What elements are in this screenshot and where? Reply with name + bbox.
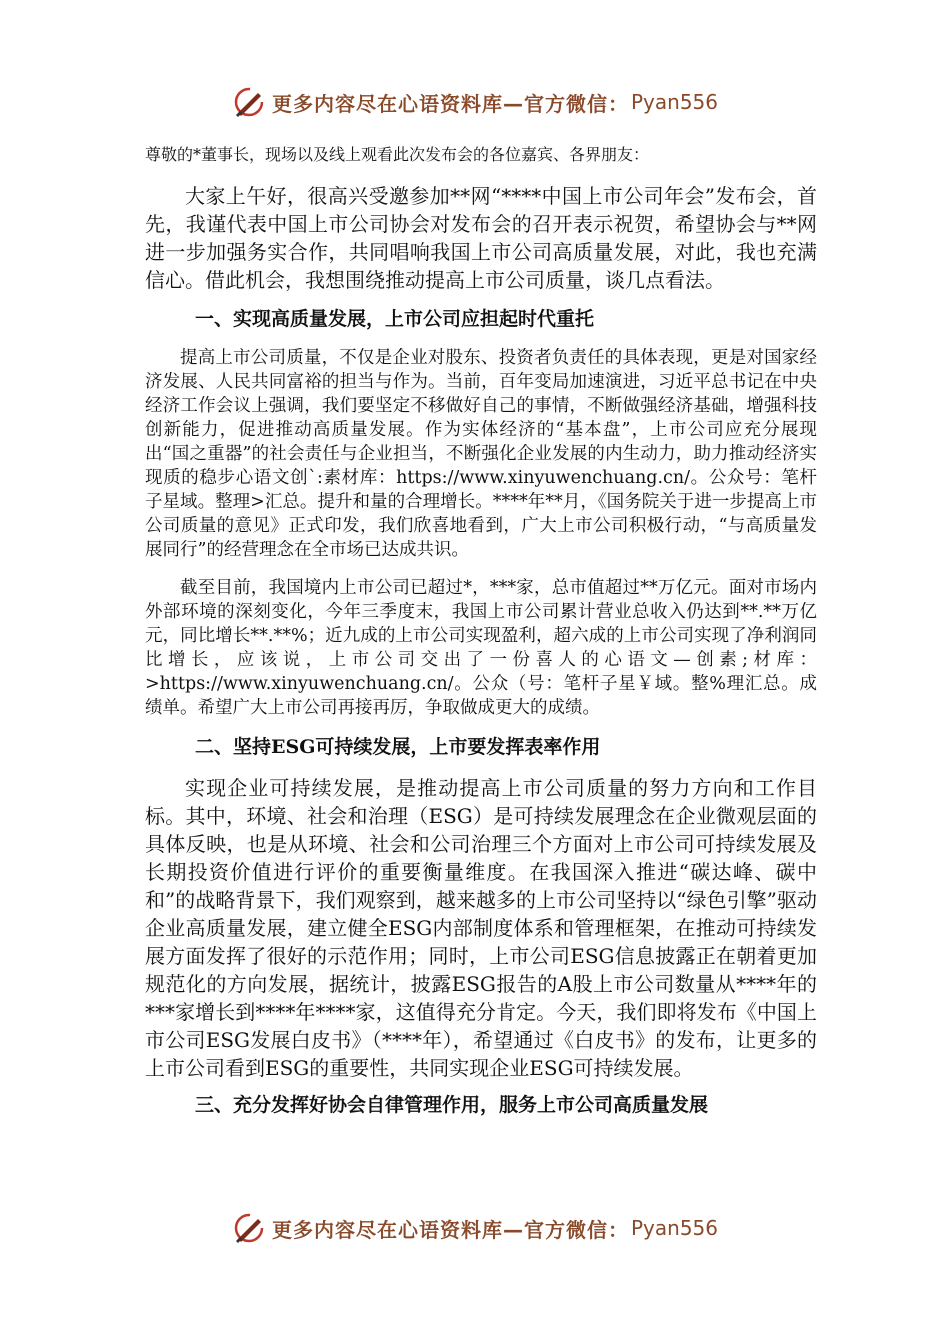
section2-paragraph-1: 实现企业可持续发展，是推动提高上市公司质量的努力方向和工作目标。其中，环境、社会和治理（ESG）是可持续发展理念在企业微观层面的具体反映，也是从环境、社会和公司治理三个方面对上市公司可持续发展及长期投资价值进行评价的重要衡量维度。在我国深入推进“碳达峰、碳中和”的战略背景下，我们观察到，越来越多的上市公司坚持以“绿色引擎”驱动企业高质量发展，建立健全ESG内部制度体系和管理框架，在推动可持续发展方面发挥了很好的示范作用；同时，上市公司ESG信息披露正在朝着更加规范化的方向发展，据统计，披露ESG报告的A股上市公司数量从****年的***家增长到****年****家，这值得充分肯定。今天，我们即将发布《中国上市公司ESG发展白皮书》（****年），希望通过《白皮书》的发布，让更多的上市公司看到ESG的重要性，共同实现企业ESG可持续发展。 (145, 776, 817, 1080)
banner-handle: Pyan556 (630, 1216, 718, 1240)
section1-paragraph-1: 提高上市公司质量，不仅是企业对股东、投资者负责任的具体表现，更是对国家经济发展、人民共同富裕的担当与作为。当前，百年变局加速演进，习近平总书记在中央经济工作会议上强调，我们要坚定不移做好自己的事情，不断做强经济基础，增强科技创新能力，促进推动高质量发展。作为实体经济的“基本盘”，上市公司应充分展现出“国之重器”的社会责任与企业担当，不断强化企业发展的内生动力，助力推动经济实现质的稳步心语文创`:素材库：https://www.xinyuwenchuang.cn/。公众号：笔杆子星域。整理>汇总。提升和量的合理增长。****年**月，《国务院关于进一步提高上市公司质量的意见》正式印发，我们欣喜地看到，广大上市公司积极行动，“与高质量发展同行”的经营理念在全市场已达成共识。 (145, 348, 817, 560)
banner-handle: Pyan556 (630, 90, 718, 114)
greeting: 尊敬的*董事长，现场以及线上观看此次发布会的各位嘉宾、各界朋友： (145, 145, 650, 164)
header-banner (0, 82, 950, 122)
banner-text: 更多内容尽在心语资料库—官方微信： (271, 91, 629, 116)
section-heading-2: 二、坚持ESG可持续发展，上市要发挥表率作用 (195, 736, 601, 758)
section-heading-3: 三、充分发挥好协会自律管理作用，服务上市公司高质量发展 (195, 1094, 709, 1116)
footer-banner (0, 1208, 950, 1248)
intro-paragraph: 大家上午好，很高兴受邀参加**网“****中国上市公司年会”发布会，首先，我谨代表中国上市公司协会对发布会的召开表示祝贺，希望协会与**网进一步加强务实合作，共同唱响我国上市公司高质量发展，对此，我也充满信心。借此机会，我想围绕推动提高上市公司质量，谈几点看法。 (145, 184, 817, 292)
brush-logo-icon (232, 1211, 266, 1245)
document-body (145, 144, 817, 1132)
section1-paragraph-2: 截至目前，我国境内上市公司已超过*，***家，总市值超过**万亿元。面对市场内外部环境的深刻变化，今年三季度末，我国上市公司累计营业总收入仍达到**.**万亿元，同比增长**.**%；近九成的上市公司实现盈利，超六成的上市公司实现了净利润同比增长，应该说，上市公司交出了一份喜人的心语文—创素;材库：>https://www.xinyuwenchuang.cn/。公众（号：笔杆子星￥域。整%理汇总。成绩单。希望广大上市公司再接再厉，争取做成更大的成绩。 (145, 578, 817, 718)
banner-text: 更多内容尽在心语资料库—官方微信： (271, 1217, 629, 1242)
brush-logo-icon (232, 85, 266, 119)
section-heading-1: 一、实现高质量发展，上市公司应担起时代重托 (195, 308, 595, 330)
